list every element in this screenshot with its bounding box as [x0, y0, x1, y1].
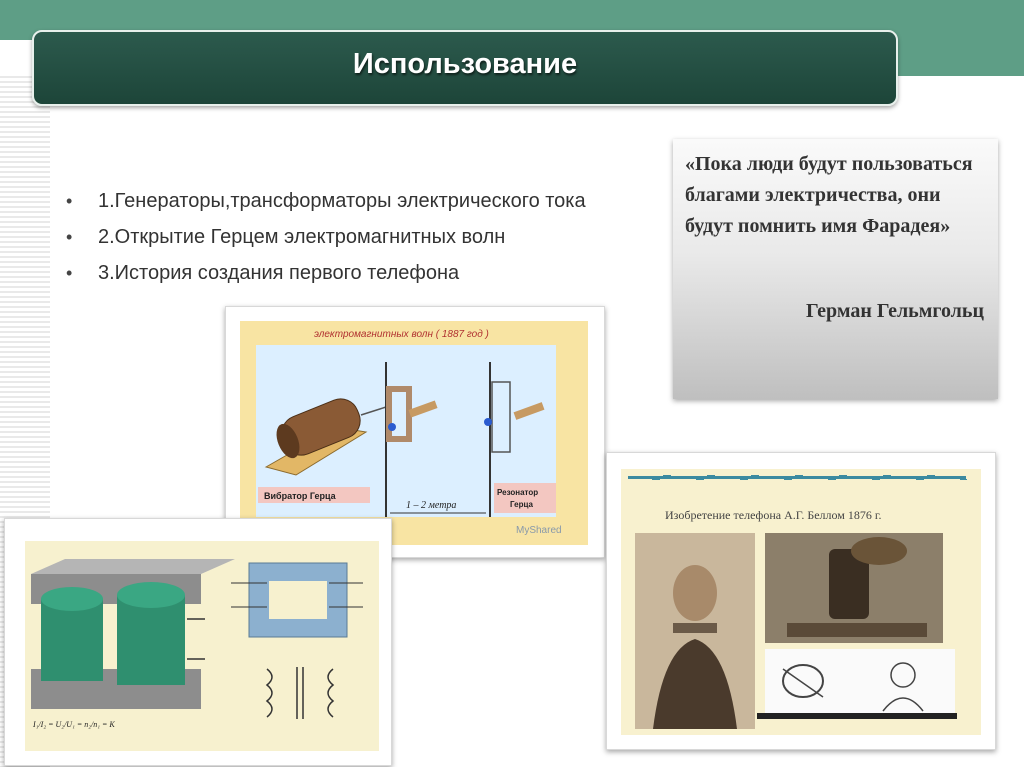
transformer-coil-left — [41, 587, 103, 681]
bullet-text: 1.Генераторы,трансформаторы электрического тока — [98, 190, 586, 212]
quote-card — [673, 139, 998, 399]
telephone-sketches — [765, 649, 955, 713]
bullet-item — [66, 219, 586, 255]
bell-portrait — [635, 533, 755, 729]
bullet-dot: • — [66, 191, 73, 211]
bullet-text: 3.История создания первого телефона — [98, 262, 460, 284]
bullet-dot: • — [66, 227, 73, 247]
telephone-photo — [765, 533, 943, 643]
resonator-label-2: Герца — [510, 500, 533, 509]
decor-dashes — [627, 475, 967, 480]
transformer-coil-right — [117, 582, 185, 685]
hertz-header: электромагнитных волн ( 1887 год ) — [314, 329, 489, 340]
transformer-image — [4, 518, 392, 766]
right-decor-band — [896, 40, 1024, 76]
transformer-diagram — [231, 563, 363, 637]
resonator-label: Резонатор — [497, 488, 539, 497]
bullet-list — [66, 183, 586, 291]
telephone-caption: Изобретение телефона А.Г. Беллом 1876 г. — [665, 508, 882, 522]
distance-label: 1 – 2 метра — [406, 500, 457, 511]
quote-text: «Пока люди будут пользоваться благами электричества, они будут помнить имя Фарадея» — [685, 153, 973, 237]
quote-author: Герман Гельмгольц — [805, 300, 984, 322]
bullet-dot: • — [66, 263, 73, 283]
title-bar — [32, 30, 898, 106]
vibrator-label: Вибратор Герца — [264, 491, 336, 501]
bullet-item — [66, 255, 586, 291]
slide-title: Использование — [352, 47, 578, 80]
bullet-item — [66, 183, 586, 219]
telephone-image — [606, 452, 996, 750]
bullet-text: 2.Открытие Герцем электромагнитных волн — [98, 226, 506, 248]
transformer-formula: I₁/I₂ = U₂/U₁ = n₂/n₁ = K — [33, 720, 115, 729]
watermark: MyShared — [516, 525, 562, 536]
